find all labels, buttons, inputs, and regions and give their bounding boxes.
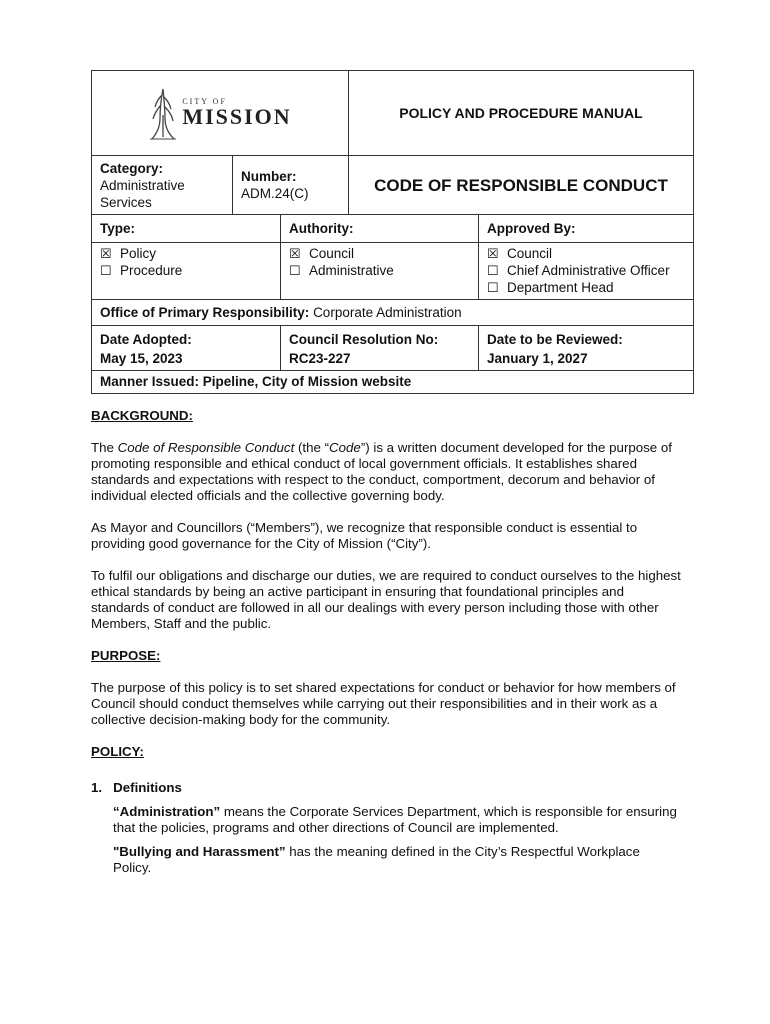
type-option-policy [100, 245, 272, 262]
checkbox-checked-icon: ☒ [289, 246, 301, 261]
definition-text: means the Corporate Services Department, which is responsible for ensuring that the policies, programs and other directions of Council are implemented. [113, 804, 677, 835]
approved-label: Approved By: [478, 215, 693, 242]
background-paragraph-1 [91, 440, 681, 504]
policy-title: CODE OF RESPONSIBLE CONDUCT [348, 156, 693, 214]
authority-option-council [289, 245, 470, 262]
logo-cell [92, 71, 348, 155]
approved-option-label: Department Head [507, 280, 614, 295]
code-short-italic: Code [329, 440, 361, 455]
city-logo [148, 85, 291, 141]
approved-options [478, 243, 693, 299]
manner-issued: Manner Issued: Pipeline, City of Mission website [100, 374, 412, 389]
number-label: Number: [241, 169, 297, 184]
type-label: Type: [100, 221, 136, 236]
review-value: January 1, 2027 [487, 351, 588, 366]
checkbox-empty-icon: ☐ [100, 263, 112, 278]
purpose-heading: PURPOSE: [91, 648, 161, 663]
definition-administration [113, 804, 681, 836]
text-run: The [91, 440, 118, 455]
background-paragraph-2: As Mayor and Councillors (“Members”), we recognize that responsible conduct is essential to providing good governance for the City of Mission (“City”). [91, 520, 638, 551]
manual-title: POLICY AND PROCEDURE MANUAL [348, 71, 693, 155]
review-cell [478, 326, 693, 370]
policy-heading: POLICY: [91, 744, 144, 759]
approved-option-department-head [487, 279, 685, 296]
authority-option-label: Administrative [309, 263, 394, 278]
category-value-line2: Services [100, 195, 152, 210]
authority-options [280, 243, 478, 299]
resolution-value: RC23-227 [289, 351, 351, 366]
checkbox-empty-icon: ☐ [487, 280, 499, 295]
authority-option-administrative [289, 262, 470, 279]
office-value: Corporate Administration [313, 305, 462, 320]
tree-logo-icon [148, 85, 178, 141]
definition-term: “Administration” [113, 804, 221, 819]
text-run: (the “ [294, 440, 330, 455]
date-adopted-value: May 15, 2023 [100, 351, 183, 366]
logo-city-text: CITY OF [182, 97, 227, 106]
definition-term: "Bullying and Harassment” [113, 844, 286, 859]
text-run: ”) is a written document developed for the purpose of promoting responsible and ethical conduct of local government officials. It establishes shared standards and expectations with respect to the conduct, comportment, decorum and behavior of individual elected officials and the collective governing body. [91, 440, 672, 503]
authority-label: Authority: [280, 215, 478, 242]
number-value: ADM.24(C) [241, 186, 309, 201]
office-label: Office of Primary Responsibility: [100, 305, 310, 320]
approved-option-label: Chief Administrative Officer [507, 263, 670, 278]
policy-header-table [91, 70, 694, 394]
definition-text: has the meaning defined in the City’s Respectful Workplace Policy. [113, 844, 640, 875]
approved-option-council [487, 245, 685, 262]
category-cell [92, 156, 232, 214]
logo-name-text: MISSION [182, 104, 292, 129]
review-label: Date to be Reviewed: [487, 332, 623, 347]
type-option-procedure [100, 262, 272, 279]
code-title-italic: Code of Responsible Conduct [117, 440, 295, 455]
category-value-line1: Administrative [100, 178, 185, 193]
checkbox-empty-icon: ☐ [289, 263, 301, 278]
definitions-heading: 1. Definitions [91, 780, 182, 795]
purpose-paragraph: The purpose of this policy is to set shared expectations for conduct or behavior for how members of Council should conduct themselves while carrying out their responsibilities and in their work as a collective decision-making body for the community. [91, 680, 676, 727]
background-heading: BACKGROUND: [91, 408, 193, 423]
type-option-label: Procedure [120, 263, 183, 278]
category-label: Category: [100, 161, 164, 176]
background-paragraph-3: To fulfil our obligations and discharge our duties, we are required to conduct ourselves to the highest ethical standards by being an active participant in ensuring that foundational principles and standards of conduct are followed in all our dealings with every person including those with other Members, Staff and the public. [91, 568, 681, 631]
type-options [92, 243, 280, 299]
resolution-cell [280, 326, 478, 370]
type-option-label: Policy [120, 246, 157, 261]
definition-bullying [113, 844, 681, 876]
date-adopted-label: Date Adopted: [100, 332, 192, 347]
office-responsibility [92, 300, 693, 325]
resolution-label: Council Resolution No: [289, 332, 439, 347]
authority-option-label: Council [309, 246, 355, 261]
number-cell [232, 156, 348, 214]
checkbox-checked-icon: ☒ [487, 246, 499, 261]
date-adopted-cell [92, 326, 280, 370]
checkbox-empty-icon: ☐ [487, 263, 499, 278]
document-body [91, 408, 681, 884]
checkbox-checked-icon: ☒ [100, 246, 112, 261]
approved-option-label: Council [507, 246, 553, 261]
approved-option-cao [487, 262, 685, 279]
